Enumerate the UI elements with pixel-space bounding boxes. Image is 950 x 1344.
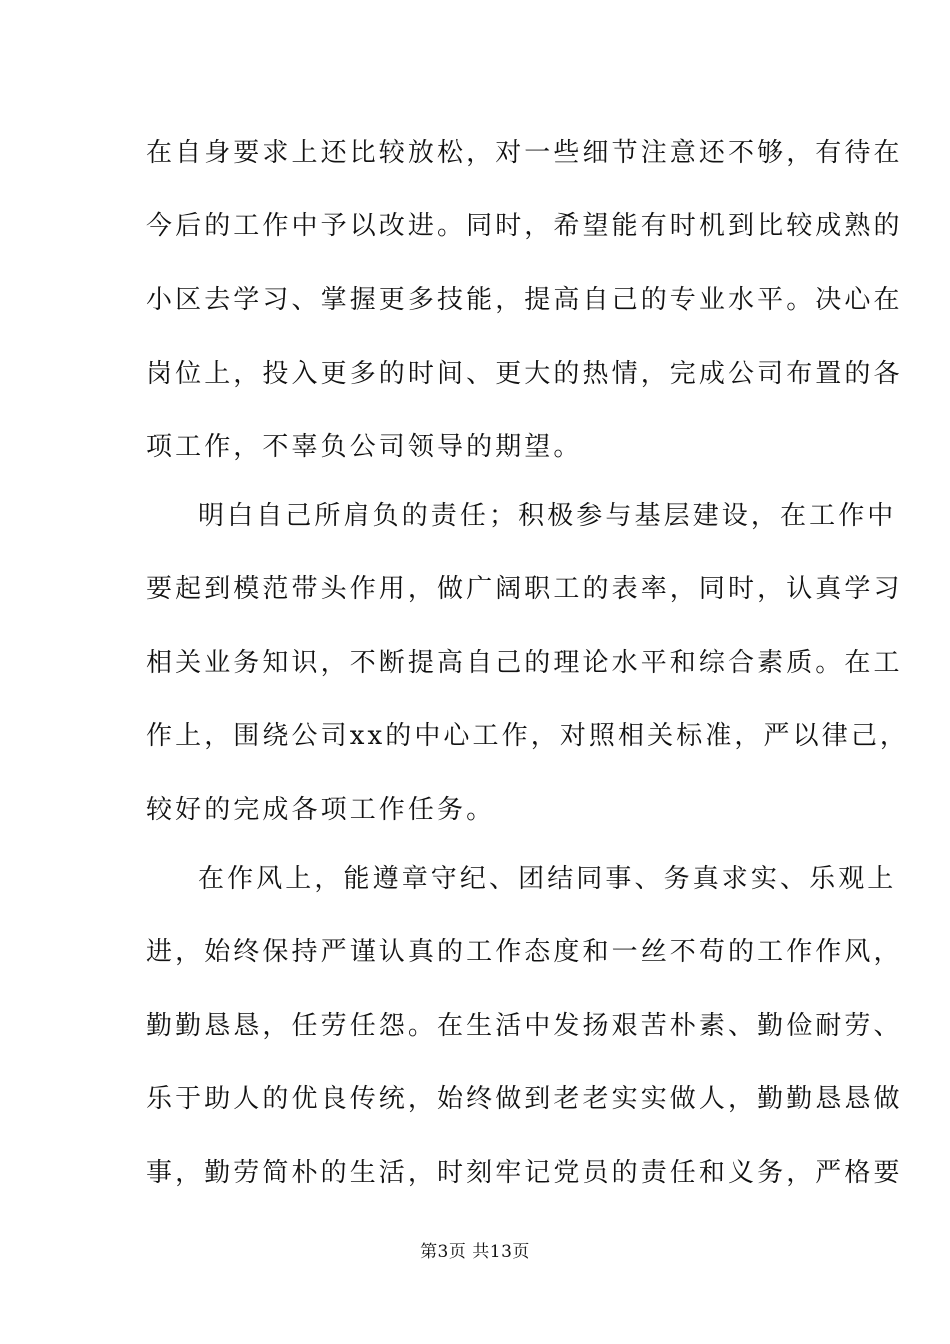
text-line: 岗位上，投入更多的时间、更大的热情，完成公司布置的各 — [146, 359, 903, 389]
text-line: 作上，围绕公司xx的中心工作，对照相关标准，严以律己， — [146, 721, 910, 751]
text-line: 在自身要求上还比较放松，对一些细节注意还不够，有待在 — [146, 138, 903, 168]
page-number-footer: 第3页 共13页 — [420, 1242, 530, 1262]
paragraph-first-line: 在作风上，能遵章守纪、团结同事、务真求实、乐观上 — [198, 864, 897, 894]
text-line: 事，勤劳简朴的生活，时刻牢记党员的责任和义务，严格要 — [146, 1158, 903, 1188]
text-line: 勤勤恳恳，任劳任怨。在生活中发扬艰苦朴素、勤俭耐劳、 — [146, 1011, 903, 1041]
text-line: 小区去学习、掌握更多技能，提高自己的专业水平。决心在 — [146, 285, 903, 315]
text-line: 项工作，不辜负公司领导的期望。 — [146, 432, 583, 462]
text-line: 要起到模范带头作用，做广阔职工的表率，同时，认真学习 — [146, 574, 903, 604]
text-line: 乐于助人的优良传统，始终做到老老实实做人，勤勤恳恳做 — [146, 1084, 903, 1114]
paragraph-first-line: 明白自己所肩负的责任；积极参与基层建设，在工作中 — [198, 501, 897, 531]
text-line: 相关业务知识，不断提高自己的理论水平和综合素质。在工 — [146, 648, 903, 678]
text-line: 较好的完成各项工作任务。 — [146, 795, 496, 825]
text-line: 进，始终保持严谨认真的工作态度和一丝不苟的工作作风， — [146, 937, 903, 967]
text-line: 今后的工作中予以改进。同时，希望能有时机到比较成熟的 — [146, 211, 903, 241]
